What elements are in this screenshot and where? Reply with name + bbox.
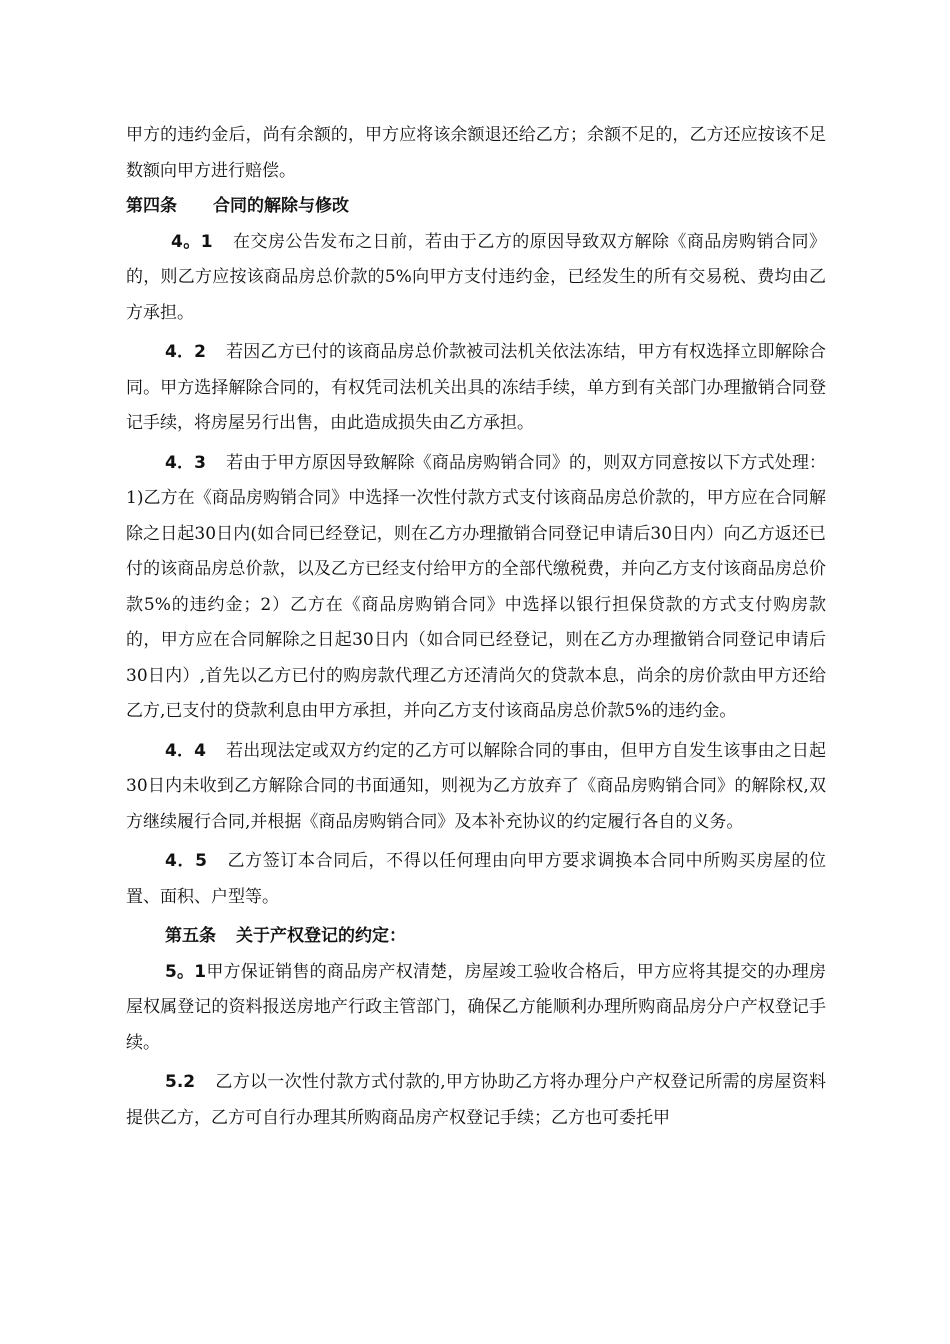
article-4-number: 第四条 — [126, 196, 177, 216]
clause-5-1 — [126, 955, 826, 1062]
article-5-number: 第五条 — [165, 926, 216, 946]
clause-4-5-number: 4．5 — [165, 851, 207, 871]
clause-4-4-number: 4．4 — [165, 740, 206, 761]
clause-4-1-number: 4。1 — [171, 231, 213, 252]
clause-5-1-text: 甲方保证销售的商品房产权清楚，房屋竣工验收合格后，甲方应将其提交的办理房屋权属登记的资料报送房地产行政主管部门，确保乙方能顺利办理所购商品房分户产权登记手续。 — [126, 961, 826, 1053]
document-body — [126, 118, 826, 1136]
clause-4-4 — [126, 734, 826, 841]
clause-4-2-number: 4．2 — [165, 342, 206, 362]
article-4-title: 合同的解除与修改 — [213, 196, 349, 216]
clause-5-1-number: 5。1 — [165, 961, 207, 982]
clause-4-4-text: 若出现法定或双方约定的乙方可以解除合同的事由，但甲方自发生该事由之日起30日内未收到乙方解除合同的书面通知，则视为乙方放弃了《商品房购销合同》的解除权,双方继续履行合同,并根据《商品房购销合同》及本补充协议的约定履行各自的义务。 — [126, 740, 826, 832]
clause-5-2-text: 乙方以一次性付款方式付款的,甲方协助乙方将办理分户产权登记所需的房屋资料提供乙方，乙方可自行办理其所购商品房产权登记手续；乙方也可委托甲 — [126, 1072, 826, 1128]
clause-4-2-text: 若因乙方已付的该商品房总价款被司法机关依法冻结，甲方有权选择立即解除合同。甲方选择解除合同的，有权凭司法机关出具的冻结手续，单方到有关部门办理撤销合同登记手续，将房屋另行出售，由此造成损失由乙方承担。 — [126, 342, 826, 433]
article-5-title: 关于产权登记的约定： — [236, 926, 406, 946]
clause-4-1 — [126, 225, 826, 332]
clause-5-2 — [126, 1065, 826, 1136]
clause-4-3-text: 若由于甲方原因导致解除《商品房购销合同》的，则双方同意按以下方式处理：1)乙方在《商品房购销合同》中选择一次性付款方式支付该商品房总价款的，甲方应在合同解除之日起30日内(如合同已经登记，则在乙方办理撤销合同登记申请后30日内）向乙方返还已付的该商品房总价款，以及乙方已经支付给甲方的全部代缴税费，并向乙方支付该商品房总价款5%的违约金；2）乙方在《商品房购销合同》中选择以银行担保贷款的方式支付购房款的，甲方应在合同解除之日起30日内（如合同已经登记，则在乙方办理撤销合同登记申请后30日内）,首先以乙方已付的购房款代理乙方还清尚欠的贷款本息，尚余的房价款由甲方还给乙方,已支付的贷款利息由甲方承担，并向乙方支付该商品房总价款5%的违约金。 — [126, 452, 826, 721]
clause-4-5 — [126, 844, 826, 915]
article-4-heading — [126, 189, 826, 225]
clause-4-5-text: 乙方签订本合同后，不得以任何理由向甲方要求调换本合同中所购买房屋的位置、面积、户型等。 — [126, 851, 826, 907]
clause-4-3-number: 4．3 — [165, 452, 206, 473]
clause-4-2 — [126, 335, 826, 442]
clause-5-2-number: 5.2 — [165, 1072, 196, 1092]
intro-paragraph: 甲方的违约金后，尚有余额的，甲方应将该余额退还给乙方；余额不足的，乙方还应按该不足数额向甲方进行赔偿。 — [126, 125, 826, 181]
clause-4-1-text: 在交房公告发布之日前，若由于乙方的原因导致双方解除《商品房购销合同》的，则乙方应按该商品房总价款的5%向甲方支付违约金，已经发生的所有交易税、费均由乙方承担。 — [126, 231, 826, 323]
article-5-heading — [126, 919, 826, 955]
clause-4-3 — [126, 446, 826, 730]
